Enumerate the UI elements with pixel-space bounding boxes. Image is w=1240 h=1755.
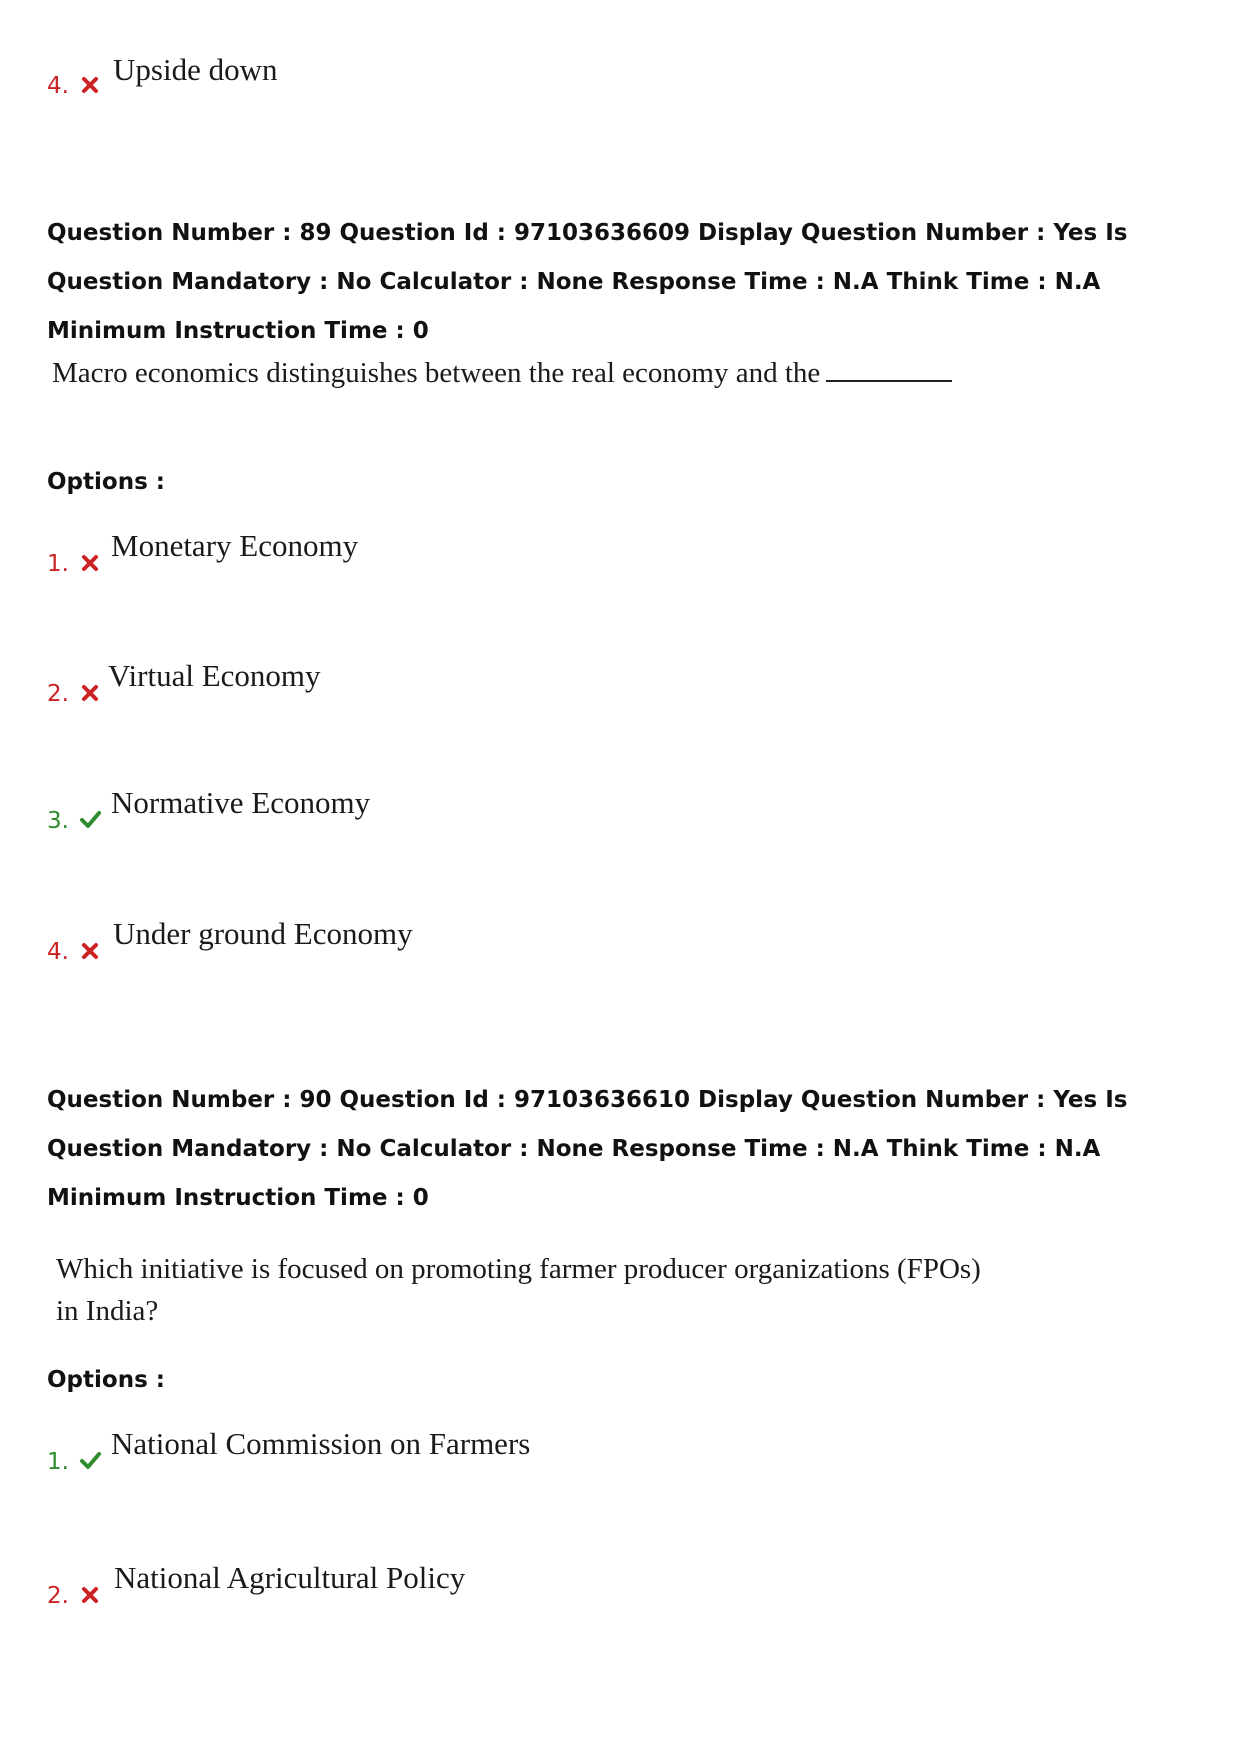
question-text-line: in India? (56, 1295, 159, 1327)
question-text (52, 352, 952, 394)
question-text-line: Which initiative is focused on promoting farmer producer organizations (FPOs) (56, 1253, 981, 1285)
check-icon (78, 1448, 102, 1472)
cross-icon (78, 551, 102, 575)
question-text (56, 1248, 981, 1332)
question-text-content: Macro economics distinguishes between the real economy and the (52, 357, 821, 389)
option-number: 1. (47, 551, 69, 577)
option-text: Normative Economy (111, 785, 371, 820)
option-number: 2. (47, 1583, 69, 1609)
option-number: 4. (47, 939, 69, 965)
cross-icon (78, 939, 102, 963)
option-text: National Agricultural Policy (114, 1560, 466, 1595)
option-text: Under ground Economy (113, 916, 413, 951)
cross-icon (78, 73, 102, 97)
option-text: National Commission on Farmers (111, 1426, 531, 1461)
check-icon (78, 807, 102, 831)
options-label: Options : (47, 1367, 165, 1393)
option-number: 2. (47, 681, 69, 707)
answer-blank (826, 356, 952, 382)
option-number: 1. (47, 1449, 69, 1475)
option-number: 3. (47, 808, 69, 834)
options-label: Options : (47, 469, 165, 495)
option-text: Monetary Economy (111, 528, 359, 563)
question-header: Question Number : 89 Question Id : 97103636609 Display Question Number : Yes Is Question Mandatory : No Calculator : None Response Time : N.A Think Time : N.A Minimum Instruction Time : 0 (47, 220, 1128, 344)
option-number: 4. (47, 73, 69, 99)
cross-icon (78, 1583, 102, 1607)
option-text: Upside down (113, 52, 278, 87)
cross-icon (78, 681, 102, 705)
question-header: Question Number : 90 Question Id : 97103636610 Display Question Number : Yes Is Question Mandatory : No Calculator : None Response Time : N.A Think Time : N.A Minimum Instruction Time : 0 (47, 1087, 1128, 1211)
option-text: Virtual Economy (108, 658, 321, 693)
